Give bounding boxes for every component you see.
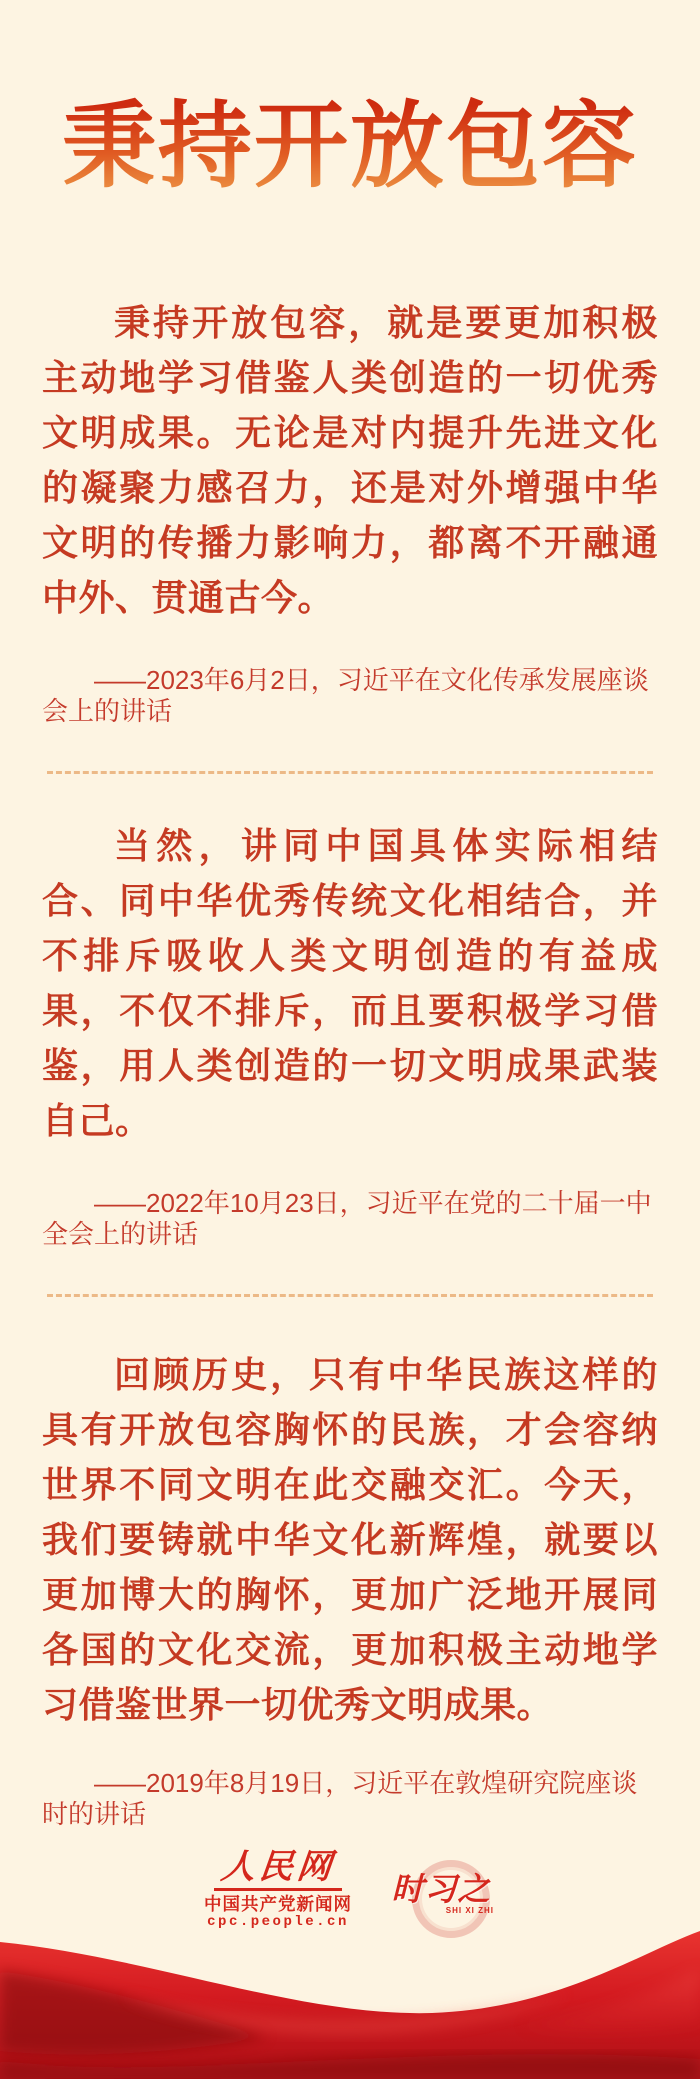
quote-body: 当然，讲同中国具体实际相结合、同中华优秀传统文化相结合，并不排斥吸收人类文明创造的有益成果，不仅不排斥，而且要积极学习借鉴，用人类创造的一切文明成果武装自己。: [42, 825, 658, 1141]
shixizhi-subtext: SHI XI ZHI: [445, 1906, 494, 1915]
quote-body: 秉持开放包容，就是要更加积极主动地学习借鉴人类创造的一切优秀文明成果。无论是对内提升先进文化的凝聚力感召力，还是对外增强中华文明的传播力影响力，都离不开融通中外、贯通古今。: [42, 302, 658, 618]
poster: [0, 95, 700, 2079]
quotes-area: [0, 295, 700, 1830]
shixizhi-text: 时习之: [391, 1871, 491, 1907]
red-ribbon-wave-graphic: [0, 1929, 700, 2079]
quote-section-2: [42, 818, 658, 1250]
footer-logos: [0, 1850, 700, 1940]
quote-source: ——2023年6月2日，习近平在文化传承发展座谈会上的讲话: [42, 665, 649, 726]
shixizhi-logo: [386, 1854, 496, 1940]
logo-site-name: 中国共产党新闻网: [204, 1894, 352, 1914]
section-divider: [47, 1294, 653, 1297]
section-divider: [47, 771, 653, 774]
logo-divider-line: [214, 1888, 342, 1891]
quote-section-1: [42, 295, 658, 727]
quote-source: ——2019年8月19日，习近平在敦煌研究院座谈时的讲话: [42, 1768, 638, 1829]
poster-title: 秉持开放包容: [30, 95, 670, 200]
logo-site-url: cpc.people.cn: [207, 1914, 349, 1930]
peoples-daily-logo: [204, 1850, 352, 1931]
red-ribbon-wave: [0, 1929, 700, 2079]
quote-section-3: [42, 1347, 658, 1830]
peoples-daily-script-icon: 人民网: [219, 1849, 337, 1886]
quote-body: 回顾历史，只有中华民族这样的具有开放包容胸怀的民族，才会容纳世界不同文明在此交融交汇。今天，我们要铸就中华文化新辉煌，就要以更加博大的胸怀，更加广泛地开展同各国的文化交流，更加积极主动地学习借鉴世界一切优秀文明成果。: [42, 1354, 658, 1725]
quote-source: ——2022年10月23日，习近平在党的二十届一中全会上的讲话: [42, 1188, 652, 1249]
